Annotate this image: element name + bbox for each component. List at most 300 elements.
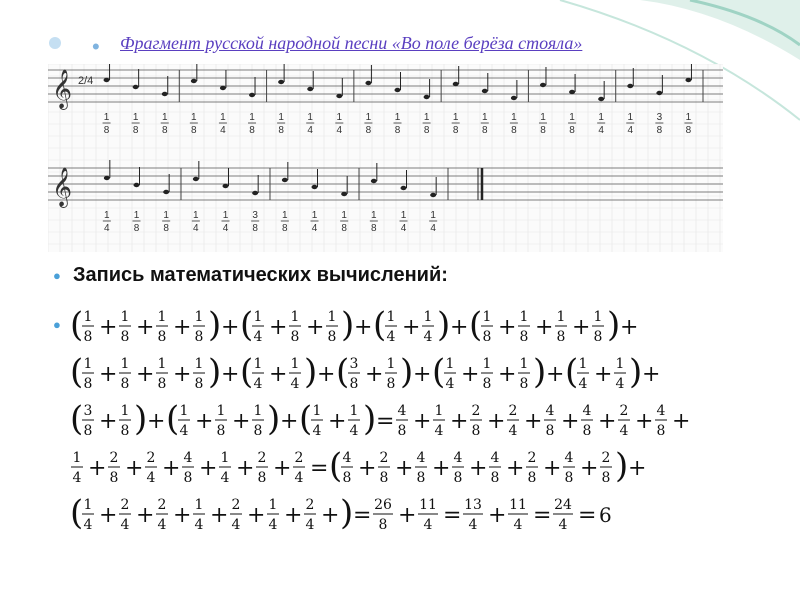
svg-text:8: 8 (601, 470, 611, 486)
time-signature: 2/4 (78, 75, 94, 87)
note (341, 176, 347, 196)
svg-text:8: 8 (527, 470, 537, 486)
operator: = (443, 503, 462, 528)
parenthesis: ) (437, 305, 451, 345)
operator: + (317, 362, 336, 387)
operator: = (533, 503, 552, 528)
svg-text:1: 1 (249, 112, 255, 123)
fraction (230, 497, 242, 533)
math-line (70, 352, 660, 392)
svg-text:1: 1 (349, 403, 359, 419)
fraction (553, 497, 573, 533)
svg-text:1: 1 (163, 210, 169, 221)
fraction (577, 356, 589, 392)
svg-text:8: 8 (423, 125, 430, 136)
parenthesis: ) (134, 399, 148, 439)
svg-text:1: 1 (157, 309, 167, 325)
note (401, 170, 407, 190)
svg-text:4: 4 (582, 403, 592, 419)
svg-text:1: 1 (386, 356, 396, 372)
svg-text:8: 8 (257, 470, 267, 486)
treble-clef-icon: 𝄞 (52, 167, 73, 207)
duration-label (162, 210, 170, 234)
operator: + (635, 409, 654, 434)
note (134, 167, 140, 187)
svg-text:1: 1 (161, 112, 168, 123)
svg-text:1: 1 (83, 356, 93, 372)
svg-text:4: 4 (416, 450, 426, 466)
note (252, 175, 258, 195)
operator: = (578, 503, 597, 528)
svg-text:8: 8 (216, 423, 226, 439)
svg-text:8: 8 (490, 470, 500, 486)
fraction (289, 309, 301, 345)
duration-label (133, 210, 141, 234)
svg-text:8: 8 (341, 223, 347, 234)
svg-text:4: 4 (179, 423, 189, 439)
duration-label (192, 210, 200, 234)
fraction (507, 403, 519, 439)
parenthesis: ( (240, 305, 254, 345)
svg-text:8: 8 (253, 423, 263, 439)
fraction (293, 450, 305, 486)
parenthesis: ( (299, 399, 313, 439)
svg-text:2: 2 (120, 497, 130, 513)
fraction (373, 497, 393, 533)
fraction (252, 356, 264, 392)
svg-text:1: 1 (578, 356, 588, 372)
svg-text:1: 1 (615, 356, 625, 372)
svg-text:1: 1 (120, 403, 130, 419)
sheet-music-image (48, 64, 723, 252)
svg-text:4: 4 (508, 423, 518, 439)
svg-text:1: 1 (445, 356, 455, 372)
svg-text:1: 1 (191, 112, 197, 123)
svg-text:4: 4 (627, 125, 634, 136)
svg-text:4: 4 (513, 517, 523, 533)
svg-text:8: 8 (482, 329, 492, 345)
fraction (518, 356, 530, 392)
note (569, 74, 575, 94)
svg-text:1: 1 (365, 112, 372, 123)
operator: + (598, 409, 617, 434)
svg-text:1: 1 (132, 112, 139, 123)
svg-text:8: 8 (278, 125, 284, 136)
math-line (70, 493, 612, 533)
svg-text:3: 3 (349, 356, 359, 372)
svg-text:8: 8 (365, 125, 372, 136)
note (424, 79, 430, 99)
fraction (193, 309, 205, 345)
bullet-icon: ● (53, 268, 61, 283)
operator: + (99, 362, 118, 387)
fraction (600, 450, 612, 486)
fraction (182, 450, 194, 486)
operator: + (210, 503, 229, 528)
duration-label (400, 210, 408, 234)
parenthesis: ( (166, 399, 180, 439)
duration-label (103, 210, 111, 234)
svg-text:2: 2 (619, 403, 629, 419)
fraction (82, 497, 94, 533)
svg-text:4: 4 (619, 423, 629, 439)
duration-label (429, 210, 437, 234)
note (220, 70, 226, 90)
svg-text:1: 1 (268, 497, 278, 513)
svg-text:8: 8 (290, 329, 300, 345)
fraction (418, 497, 438, 533)
operator: + (398, 503, 417, 528)
svg-text:4: 4 (336, 125, 343, 136)
fraction (470, 403, 482, 439)
svg-text:8: 8 (482, 125, 488, 136)
operator: + (199, 456, 218, 481)
fraction (304, 497, 316, 533)
svg-text:8: 8 (282, 223, 288, 234)
operator: + (280, 409, 299, 434)
fraction (385, 356, 397, 392)
fraction (178, 403, 190, 439)
operator: + (506, 456, 525, 481)
svg-text:4: 4 (253, 376, 263, 392)
operator: + (354, 315, 373, 340)
svg-text:8: 8 (120, 376, 130, 392)
svg-text:1: 1 (569, 112, 575, 123)
operator: + (173, 503, 192, 528)
svg-text:8: 8 (103, 125, 110, 136)
parenthesis: ( (432, 352, 446, 392)
svg-text:8: 8 (519, 329, 529, 345)
svg-text:1: 1 (120, 356, 130, 372)
operator: + (136, 503, 155, 528)
fraction (489, 450, 501, 486)
parenthesis: ( (469, 305, 483, 345)
svg-text:1: 1 (482, 309, 492, 325)
operator: + (125, 456, 144, 481)
parenthesis: ( (240, 352, 254, 392)
svg-text:1: 1 (194, 309, 204, 325)
parenthesis: ) (208, 305, 222, 345)
operator: + (543, 456, 562, 481)
svg-text:1: 1 (394, 112, 401, 123)
svg-text:1: 1 (216, 403, 226, 419)
svg-text:8: 8 (569, 125, 575, 136)
svg-text:4: 4 (157, 517, 167, 533)
operator: + (99, 315, 118, 340)
svg-text:4: 4 (312, 423, 322, 439)
svg-text:13: 13 (464, 497, 482, 513)
svg-text:8: 8 (519, 376, 529, 392)
svg-text:8: 8 (511, 125, 517, 136)
fraction (252, 403, 264, 439)
svg-text:1: 1 (556, 309, 566, 325)
operator: + (498, 362, 517, 387)
fraction (415, 450, 427, 486)
svg-text:1: 1 (430, 210, 436, 221)
svg-text:8: 8 (386, 376, 396, 392)
note (598, 81, 604, 101)
svg-text:3: 3 (252, 210, 258, 221)
svg-text:8: 8 (183, 470, 193, 486)
operator: + (413, 362, 432, 387)
svg-text:2: 2 (471, 403, 481, 419)
fraction (518, 309, 530, 345)
svg-text:1: 1 (290, 356, 300, 372)
svg-text:4: 4 (342, 450, 352, 466)
fraction (544, 403, 556, 439)
svg-text:8: 8 (656, 423, 666, 439)
svg-text:4: 4 (222, 223, 229, 234)
fraction (526, 450, 538, 486)
svg-text:8: 8 (471, 423, 481, 439)
svg-text:4: 4 (445, 376, 455, 392)
svg-text:8: 8 (593, 329, 603, 345)
fraction (256, 450, 268, 486)
fraction (311, 403, 323, 439)
parenthesis: ( (329, 446, 343, 486)
svg-text:8: 8 (556, 329, 566, 345)
svg-text:4: 4 (349, 423, 359, 439)
svg-text:1: 1 (311, 210, 318, 221)
svg-text:8: 8 (132, 125, 139, 136)
operator: + (450, 409, 469, 434)
parenthesis: ( (336, 352, 350, 392)
parenthesis: ) (208, 352, 222, 392)
svg-text:4: 4 (453, 450, 463, 466)
operator: + (561, 409, 580, 434)
svg-text:2: 2 (109, 450, 119, 466)
operator: = (353, 503, 372, 528)
parenthesis: ) (400, 352, 414, 392)
svg-text:1: 1 (519, 309, 529, 325)
svg-text:4: 4 (146, 470, 156, 486)
fraction (193, 497, 205, 533)
parenthesis: ) (533, 352, 547, 392)
parenthesis: ( (70, 399, 84, 439)
svg-text:4: 4 (305, 517, 315, 533)
fraction (463, 497, 483, 533)
svg-text:4: 4 (231, 517, 241, 533)
fraction (119, 497, 131, 533)
operator: + (413, 409, 432, 434)
math-line (70, 305, 638, 345)
operator: + (594, 362, 613, 387)
fraction (422, 309, 434, 345)
svg-text:1: 1 (627, 112, 634, 123)
svg-text:1: 1 (157, 356, 167, 372)
svg-text:4: 4 (423, 329, 433, 345)
operator: + (284, 503, 303, 528)
svg-text:8: 8 (163, 223, 169, 234)
svg-text:1: 1 (179, 403, 189, 419)
fraction (156, 356, 168, 392)
parenthesis: ) (607, 305, 621, 345)
svg-text:8: 8 (379, 470, 389, 486)
fraction (481, 356, 493, 392)
fraction (614, 356, 626, 392)
svg-text:1: 1 (133, 210, 140, 221)
duration-label (370, 210, 378, 234)
svg-text:1: 1 (194, 356, 204, 372)
parenthesis: ( (70, 352, 84, 392)
svg-text:1: 1 (220, 450, 230, 466)
svg-text:1: 1 (452, 112, 459, 123)
fraction (341, 450, 353, 486)
svg-text:1: 1 (341, 210, 347, 221)
svg-text:4: 4 (194, 517, 204, 533)
svg-text:1: 1 (327, 309, 337, 325)
svg-text:4: 4 (120, 517, 130, 533)
operator: + (328, 409, 347, 434)
operator: + (358, 456, 377, 481)
fraction (452, 450, 464, 486)
svg-text:4: 4 (434, 423, 444, 439)
svg-text:1: 1 (434, 403, 444, 419)
svg-text:4: 4 (307, 125, 313, 136)
operator: + (524, 409, 543, 434)
note (365, 65, 371, 85)
fraction (119, 356, 131, 392)
svg-text:1: 1 (220, 112, 226, 123)
svg-text:1: 1 (120, 309, 130, 325)
fraction (481, 309, 493, 345)
svg-text:1: 1 (423, 309, 433, 325)
svg-text:1: 1 (400, 210, 407, 221)
svg-text:4: 4 (430, 223, 436, 234)
parenthesis: ( (70, 305, 84, 345)
svg-text:8: 8 (120, 329, 130, 345)
operator: + (395, 456, 414, 481)
svg-text:4: 4 (183, 450, 193, 466)
svg-text:1: 1 (83, 309, 93, 325)
svg-text:1: 1 (253, 403, 263, 419)
fraction (193, 356, 205, 392)
parenthesis: ) (267, 399, 281, 439)
svg-text:8: 8 (564, 470, 574, 486)
math-line (71, 446, 646, 486)
svg-text:4: 4 (268, 517, 278, 533)
fraction (82, 403, 94, 439)
fraction (655, 403, 667, 439)
svg-text:4: 4 (578, 376, 588, 392)
operator: + (572, 315, 591, 340)
svg-text:8: 8 (83, 376, 93, 392)
operator: + (488, 503, 507, 528)
svg-text:1: 1 (83, 497, 93, 513)
svg-text:4: 4 (220, 125, 226, 136)
fraction (592, 309, 604, 345)
note (307, 71, 313, 91)
svg-text:2: 2 (601, 450, 611, 466)
svg-text:1: 1 (598, 112, 604, 123)
svg-text:8: 8 (157, 376, 167, 392)
svg-text:8: 8 (249, 125, 255, 136)
svg-text:8: 8 (133, 223, 140, 234)
operator: + (535, 315, 554, 340)
parenthesis: ( (70, 493, 84, 533)
svg-text:1: 1 (278, 112, 284, 123)
svg-text:1: 1 (593, 309, 603, 325)
svg-text:3: 3 (656, 112, 663, 123)
svg-text:4: 4 (104, 223, 110, 234)
svg-text:8: 8 (452, 125, 459, 136)
svg-text:4: 4 (423, 517, 433, 533)
svg-text:1: 1 (336, 112, 343, 123)
svg-text:4: 4 (598, 125, 604, 136)
svg-text:4: 4 (220, 470, 230, 486)
operator: + (99, 503, 118, 528)
svg-text:2: 2 (379, 450, 389, 466)
svg-text:24: 24 (554, 497, 572, 513)
svg-text:4: 4 (656, 403, 666, 419)
operator: + (269, 315, 288, 340)
operator: = (376, 409, 395, 434)
note (104, 160, 110, 180)
note (278, 64, 284, 84)
svg-text:8: 8 (252, 223, 258, 234)
fraction (326, 309, 338, 345)
svg-text:8: 8 (194, 376, 204, 392)
svg-text:2: 2 (527, 450, 537, 466)
parenthesis: ) (340, 493, 354, 533)
operator: + (236, 456, 255, 481)
fraction (618, 403, 630, 439)
operator: + (173, 315, 192, 340)
parenthesis: ) (341, 305, 355, 345)
fraction (508, 497, 528, 533)
svg-text:8: 8 (656, 125, 663, 136)
operator: + (628, 456, 647, 481)
bullet-icon: ● (53, 317, 61, 332)
fraction (385, 309, 397, 345)
svg-text:2: 2 (157, 497, 167, 513)
svg-text:2: 2 (257, 450, 267, 466)
operator: + (247, 503, 266, 528)
operator: + (136, 315, 155, 340)
operator: + (546, 362, 565, 387)
fraction (563, 450, 575, 486)
svg-text:8: 8 (349, 376, 359, 392)
parenthesis: ) (363, 399, 377, 439)
operator: + (221, 362, 240, 387)
operator: + (642, 362, 661, 387)
fraction (82, 356, 94, 392)
svg-text:8: 8 (394, 125, 401, 136)
svg-text:1: 1 (482, 112, 488, 123)
operator: + (620, 315, 639, 340)
svg-text:8: 8 (342, 470, 352, 486)
svg-text:8: 8 (482, 376, 492, 392)
fraction (119, 403, 131, 439)
note (685, 64, 691, 82)
parenthesis: ) (304, 352, 318, 392)
svg-text:1: 1 (194, 497, 204, 513)
fraction (444, 356, 456, 392)
operator: + (269, 362, 288, 387)
svg-text:2: 2 (294, 450, 304, 466)
svg-text:4: 4 (193, 223, 199, 234)
svg-text:4: 4 (83, 517, 93, 533)
svg-text:4: 4 (564, 450, 574, 466)
svg-text:8: 8 (194, 329, 204, 345)
svg-text:8: 8 (191, 125, 197, 136)
fraction (581, 403, 593, 439)
fraction (145, 450, 157, 486)
svg-text:1: 1 (282, 210, 288, 221)
svg-text:1: 1 (371, 210, 377, 221)
svg-text:4: 4 (311, 223, 318, 234)
slide-title: Фрагмент русской народной песни «Во поле берёза стояла» (120, 33, 583, 53)
